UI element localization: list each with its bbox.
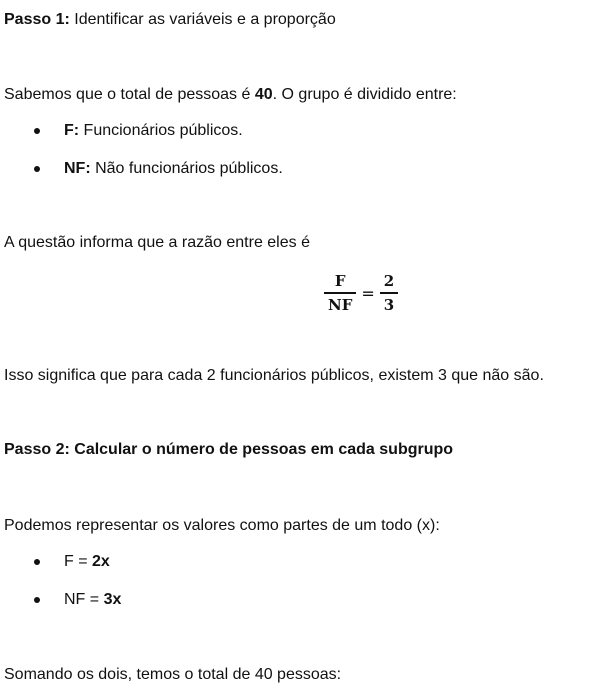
ratio-expression — [324, 268, 398, 318]
step1-heading-label: Passo 1: — [4, 11, 70, 28]
fraction-bar — [324, 292, 356, 294]
equals-sign: = — [361, 283, 375, 303]
part-value-f: 2x — [92, 553, 110, 570]
part-label-nf: NF = — [64, 591, 104, 608]
fraction-numerator-f: F — [334, 272, 346, 291]
fraction-f-over-nf — [324, 272, 356, 314]
bullet-dot-f — [34, 128, 40, 134]
fraction-numerator-2: 2 — [383, 272, 395, 291]
total-sentence — [4, 85, 457, 105]
fraction-bar — [380, 292, 398, 294]
parts-intro: Podemos representar os valores como partes de um todo (x): — [4, 517, 440, 534]
group-code-f: F: — [64, 122, 80, 139]
sum-intro: Somando os dois, temos o total de 40 pessoas: — [4, 666, 342, 683]
step2-heading-text: Passo 2: Calcular o número de pessoas em cada subgrupo — [4, 441, 454, 458]
total-sentence-prefix: Sabemos que o total de pessoas é — [4, 86, 255, 103]
part-label-f: F = — [64, 553, 93, 570]
total-sentence-suffix: . O grupo é dividido entre: — [272, 86, 457, 103]
step1-heading — [4, 10, 336, 30]
list-item-part-f — [64, 552, 110, 572]
bullet-dot-part-f — [34, 559, 40, 565]
total-value: 40 — [254, 86, 273, 103]
group-desc-nf: Não funcionários públicos. — [90, 160, 283, 177]
fraction-2-over-3 — [380, 272, 398, 314]
ratio-meaning: Isso significa que para cada 2 funcionários públicos, existem 3 que não são. — [4, 367, 544, 384]
step1-heading-text: Identificar as variáveis e a proporção — [69, 11, 336, 28]
list-item-part-nf — [64, 590, 121, 610]
list-item-nf — [64, 159, 283, 179]
group-code-nf: NF: — [64, 160, 91, 177]
group-desc-f: Funcionários públicos. — [79, 122, 243, 139]
part-value-nf: 3x — [103, 591, 122, 608]
bullet-dot-part-nf — [34, 597, 40, 603]
ratio-intro: A questão informa que a razão entre eles é — [4, 234, 310, 251]
fraction-denominator-3: 3 — [383, 295, 395, 314]
ratio-equation — [0, 268, 607, 318]
list-item-f — [64, 121, 243, 141]
bullet-dot-nf — [34, 166, 40, 172]
fraction-denominator-nf: NF — [328, 295, 353, 314]
step2-heading — [4, 440, 453, 460]
